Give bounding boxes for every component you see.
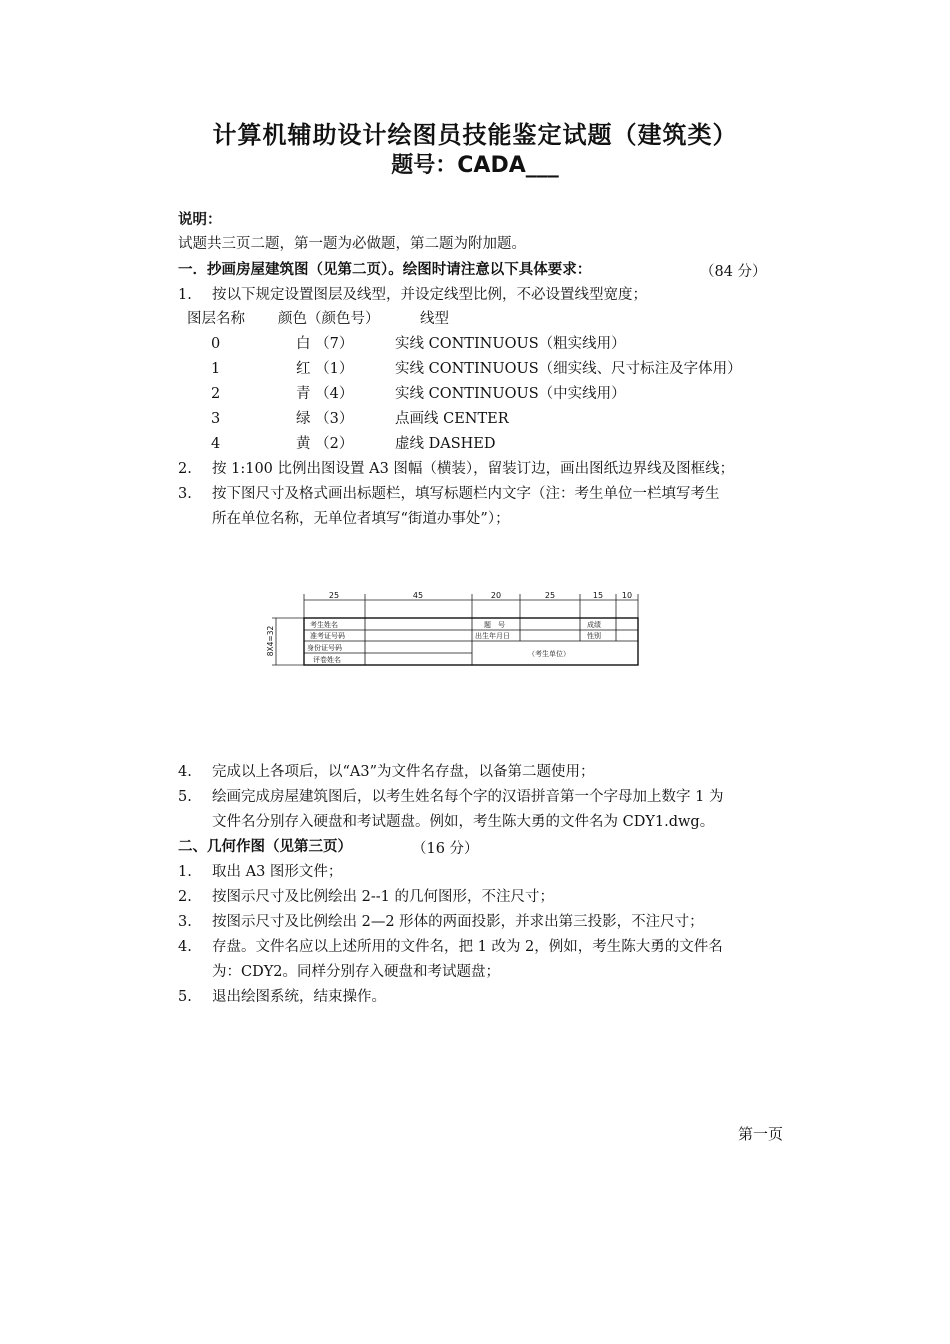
item-number: 3. bbox=[178, 914, 192, 930]
label-ticket: 准考证号码 bbox=[310, 632, 345, 640]
layer-name-header: 图层名称 bbox=[187, 311, 245, 327]
item-text: 按图示尺寸及比例绘出 2--1 的几何图形，不注尺寸； bbox=[212, 889, 554, 905]
section1-item-3-cont: 所在单位名称，无单位者填写“街道办事处”）； bbox=[212, 511, 510, 527]
layer-color: 黄 （2） bbox=[296, 436, 354, 452]
title-block-drawing bbox=[262, 588, 652, 672]
section2-item-4 bbox=[178, 937, 723, 957]
section2-item-1 bbox=[178, 862, 342, 882]
item-number: 4. bbox=[178, 939, 192, 955]
section1-item-5-cont: 文件名分别存入硬盘和考试题盘。例如，考生陈大勇的文件名为 CDY1.dwg。 bbox=[212, 814, 715, 830]
dim-label: 25 bbox=[544, 591, 556, 600]
section2-score: （16 分） bbox=[412, 841, 479, 857]
label-sex: 性别 bbox=[587, 632, 601, 640]
label-id: 身份证号码 bbox=[307, 644, 342, 652]
layer-color: 白 （7） bbox=[296, 336, 354, 352]
section1-score: （84 分） bbox=[700, 264, 767, 280]
layer-name: 2 bbox=[211, 386, 221, 402]
layer-name: 3 bbox=[211, 411, 221, 427]
dim-label: 15 bbox=[592, 591, 604, 600]
side-dim-label: 8X4=32 bbox=[266, 625, 275, 657]
section2-item-5 bbox=[178, 987, 386, 1007]
dim-label: 45 bbox=[412, 591, 424, 600]
section1-item-5 bbox=[178, 787, 723, 807]
item-number: 1. bbox=[178, 287, 192, 303]
item-number: 2. bbox=[178, 461, 192, 477]
section2-item-3 bbox=[178, 912, 704, 932]
item-text: 完成以上各项后，以“A3”为文件名存盘，以备第二题使用； bbox=[212, 764, 595, 780]
item-text: 退出绘图系统，结束操作。 bbox=[212, 989, 386, 1005]
dim-label: 25 bbox=[328, 591, 340, 600]
page-number: 第一页 bbox=[738, 1125, 784, 1143]
item-text: 按图示尺寸及比例绘出 2—2 形体的两面投影，并求出第三投影，不注尺寸； bbox=[212, 914, 704, 930]
label-grade: 成绩 bbox=[587, 621, 601, 629]
layer-name: 4 bbox=[211, 436, 221, 452]
dim-label: 10 bbox=[621, 591, 633, 600]
item-number: 1. bbox=[178, 864, 192, 880]
section1-item-1 bbox=[178, 285, 647, 305]
intro-heading: 说明： bbox=[178, 212, 222, 228]
layer-linetype: 点画线 CENTER bbox=[395, 411, 509, 427]
item-text: 绘画完成房屋建筑图后，以考生姓名每个字的汉语拼音第一个字母加上数字 1 为 bbox=[212, 789, 724, 805]
item-number: 3. bbox=[178, 486, 192, 502]
item-number: 2. bbox=[178, 889, 192, 905]
layer-color-header: 颜色（颜色号） bbox=[278, 311, 380, 327]
layer-color: 绿 （3） bbox=[296, 411, 354, 427]
section1-item-3 bbox=[178, 484, 720, 504]
layer-linetype: 实线 CONTINUOUS（中实线用） bbox=[395, 386, 626, 402]
layer-linetype: 虚线 DASHED bbox=[395, 436, 496, 452]
section2-heading: 二、几何作图（见第三页） bbox=[178, 839, 352, 855]
layer-name: 0 bbox=[211, 336, 221, 352]
item-text: 取出 A3 图形文件； bbox=[212, 864, 343, 880]
item-number: 4. bbox=[178, 764, 192, 780]
layer-name: 1 bbox=[211, 361, 221, 377]
layer-color: 青 （4） bbox=[296, 386, 354, 402]
layer-linetype: 实线 CONTINUOUS（粗实线用） bbox=[395, 336, 626, 352]
page-title: 计算机辅助设计绘图员技能鉴定试题（建筑类） bbox=[212, 121, 738, 149]
layer-type-header: 线型 bbox=[420, 311, 449, 327]
layer-color: 红 （1） bbox=[296, 361, 354, 377]
item-number: 5. bbox=[178, 989, 192, 1005]
label-unit: （考生单位） bbox=[528, 650, 570, 658]
label-question: 题 号 bbox=[484, 621, 505, 629]
label-grader: 评卷姓名 bbox=[313, 656, 341, 664]
section2-item-2 bbox=[178, 887, 554, 907]
dim-label: 20 bbox=[490, 591, 502, 600]
item-text: 存盘。文件名应以上述所用的文件名，把 1 改为 2，例如，考生陈大勇的文件名 bbox=[212, 939, 723, 955]
section1-item-2 bbox=[178, 459, 734, 479]
title-block-svg bbox=[262, 588, 652, 672]
label-name: 考生姓名 bbox=[310, 621, 338, 629]
section1-item-4 bbox=[178, 762, 595, 782]
item-number: 5. bbox=[178, 789, 192, 805]
layer-linetype: 实线 CONTINUOUS（细实线、尺寸标注及字体用） bbox=[395, 361, 742, 377]
item-text: 按 1:100 比例出图设置 A3 图幅（横装），留装订边，画出图纸边界线及图框线； bbox=[212, 461, 735, 477]
question-number: 题号：CADA___ bbox=[391, 153, 559, 178]
section2-item-4-cont: 为：CDY2。同样分别存入硬盘和考试题盘； bbox=[212, 964, 501, 980]
intro-text: 试题共三页二题，第一题为必做题，第二题为附加题。 bbox=[178, 236, 526, 252]
item-text: 按以下规定设置图层及线型，并设定线型比例，不必设置线型宽度； bbox=[212, 287, 647, 303]
label-birth: 出生年月日 bbox=[475, 632, 510, 640]
section1-heading: 一．抄画房屋建筑图（见第二页）。绘图时请注意以下具体要求： bbox=[178, 262, 592, 278]
item-text: 按下图尺寸及格式画出标题栏，填写标题栏内文字（注：考生单位一栏填写考生 bbox=[212, 486, 720, 502]
